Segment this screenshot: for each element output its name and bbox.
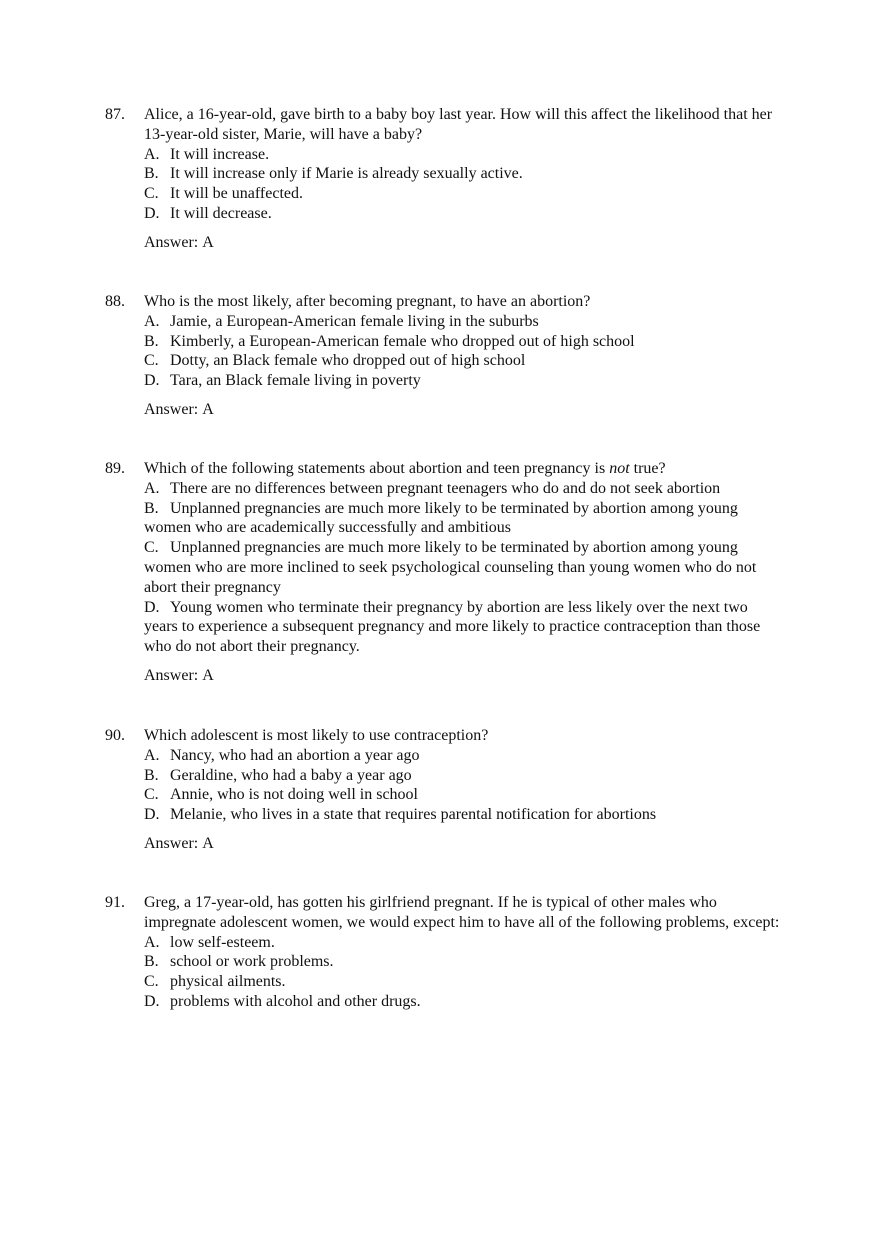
option-text: Geraldine, who had a baby a year ago <box>170 766 412 784</box>
option-letter: B. <box>144 953 159 971</box>
question-number: 90. <box>105 727 125 744</box>
option-text: Tara, an Black female living in poverty <box>170 372 421 390</box>
question-stem <box>144 459 785 479</box>
answer-line <box>144 233 785 253</box>
option-letter: C. <box>144 185 159 203</box>
option-a <box>144 746 785 766</box>
option-letter: A. <box>144 312 160 330</box>
option-letter: C. <box>144 973 159 991</box>
option-d <box>144 204 785 224</box>
stem-emphasis: not <box>609 460 630 477</box>
option-text: Jamie, a European-American female living in the suburbs <box>170 312 539 330</box>
option-text: problems with alcohol and other drugs. <box>170 992 421 1010</box>
option-text: Nancy, who had an abortion a year ago <box>170 746 420 764</box>
option-list <box>144 933 785 1012</box>
option-a <box>144 145 785 165</box>
answer-label: Answer: <box>144 666 199 684</box>
option-letter: D. <box>144 806 160 824</box>
question-number: 91. <box>105 894 125 911</box>
option-d <box>144 992 785 1012</box>
option-b <box>144 332 785 352</box>
option-text: There are no differences between pregnant teenagers who do and do not seek abortion <box>170 479 721 497</box>
option-text: low self-esteem. <box>170 933 275 951</box>
option-list <box>144 312 785 391</box>
option-b <box>144 164 785 184</box>
option-letter: B. <box>144 499 159 517</box>
option-a <box>144 479 785 499</box>
answer-value: A <box>202 666 214 684</box>
answer-line <box>144 400 785 420</box>
option-text: Melanie, who lives in a state that requires parental notification for abortions <box>170 806 657 824</box>
option-letter: B. <box>144 332 159 350</box>
option-text: It will increase only if Marie is already sexually active. <box>170 165 523 183</box>
option-text: Unplanned pregnancies are much more likely to be terminated by abortion among young women who are academically successfully and ambitious <box>144 499 738 537</box>
option-letter: D. <box>144 372 160 390</box>
answer-label: Answer: <box>144 400 199 418</box>
stem-text: true? <box>629 460 666 477</box>
option-letter: A. <box>144 933 160 951</box>
option-c <box>144 351 785 371</box>
option-list <box>144 145 785 224</box>
option-c <box>144 972 785 992</box>
option-c <box>144 785 785 805</box>
option-text: Kimberly, a European-American female who dropped out of high school <box>170 332 635 350</box>
option-c <box>144 184 785 204</box>
question-87 <box>105 105 785 253</box>
option-c <box>144 538 785 597</box>
option-letter: D. <box>144 598 160 616</box>
option-a <box>144 933 785 953</box>
option-b <box>144 952 785 972</box>
answer-value: A <box>202 400 214 418</box>
option-d <box>144 598 785 657</box>
option-letter: A. <box>144 479 160 497</box>
option-text: Dotty, an Black female who dropped out of high school <box>170 352 526 370</box>
option-b <box>144 499 785 539</box>
answer-label: Answer: <box>144 834 199 852</box>
option-letter: A. <box>144 746 160 764</box>
question-90 <box>105 726 785 854</box>
question-91 <box>105 893 785 1012</box>
question-88 <box>105 292 785 420</box>
option-text: Annie, who is not doing well in school <box>170 786 418 804</box>
option-letter: C. <box>144 352 159 370</box>
option-letter: C. <box>144 786 159 804</box>
question-stem: Greg, a 17-year-old, has gotten his girlfriend pregnant. If he is typical of other males who impregnate adolescent women, we would expect him to have all of the following problems, except: <box>144 894 780 931</box>
answer-line <box>144 834 785 854</box>
question-89 <box>105 459 785 686</box>
option-text: Unplanned pregnancies are much more likely to be terminated by abortion among young women who are more inclined to seek psychological counseling than young women who do not abort their pregnancy <box>144 539 757 596</box>
option-d <box>144 371 785 391</box>
option-text: It will be unaffected. <box>170 185 303 203</box>
stem-text: Which of the following statements about abortion and teen pregnancy is <box>144 460 610 477</box>
question-stem: Alice, a 16-year-old, gave birth to a baby boy last year. How will this affect the likelihood that her 13-year-old sister, Marie, will have a baby? <box>144 106 773 143</box>
option-text: It will decrease. <box>170 204 272 222</box>
option-list <box>144 479 785 657</box>
question-number: 88. <box>105 293 125 310</box>
option-letter: C. <box>144 539 159 557</box>
option-text: physical ailments. <box>170 973 286 991</box>
question-stem: Which adolescent is most likely to use contraception? <box>144 727 489 744</box>
option-letter: B. <box>144 165 159 183</box>
option-a <box>144 312 785 332</box>
option-letter: D. <box>144 204 160 222</box>
option-letter: D. <box>144 992 160 1010</box>
option-d <box>144 805 785 825</box>
option-text: It will increase. <box>170 145 270 163</box>
answer-value: A <box>202 233 214 251</box>
answer-value: A <box>202 834 214 852</box>
question-stem: Who is the most likely, after becoming pregnant, to have an abortion? <box>144 293 591 310</box>
option-text: Young women who terminate their pregnancy by abortion are less likely over the next two years to experience a subsequent pregnancy and more likely to practice contraception than those who do not abort their pregnancy. <box>144 598 761 656</box>
option-b <box>144 766 785 786</box>
option-letter: A. <box>144 145 160 163</box>
option-list <box>144 746 785 825</box>
option-letter: B. <box>144 766 159 784</box>
answer-line <box>144 666 785 686</box>
question-number: 89. <box>105 460 125 477</box>
option-text: school or work problems. <box>170 953 334 971</box>
question-number: 87. <box>105 106 125 123</box>
answer-label: Answer: <box>144 233 199 251</box>
